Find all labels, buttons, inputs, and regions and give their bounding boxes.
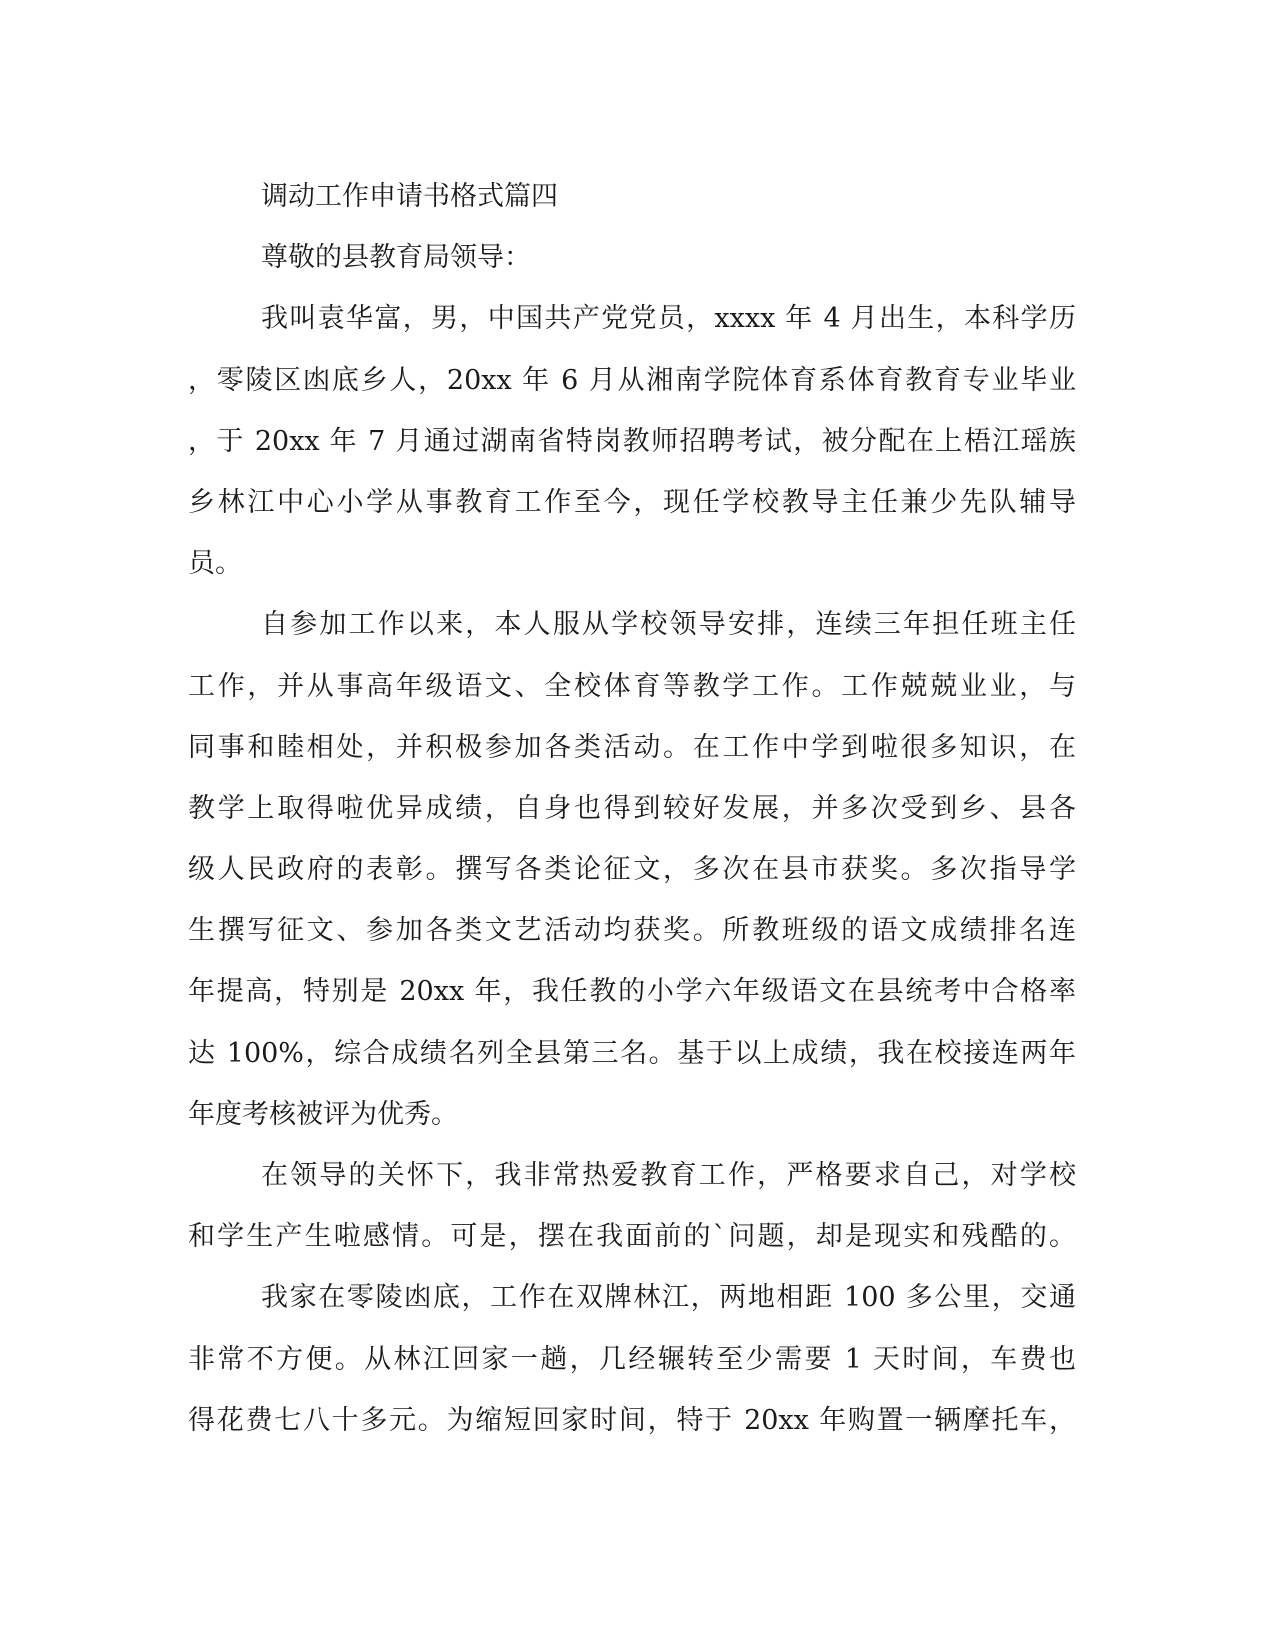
paragraph-line: ，零陵区凼底乡人，20xx 年 6 月从湘南学院体育系体育教育专业毕业 [188, 364, 1076, 396]
paragraph-line: 达 100%，综合成绩名列全县第三名。基于以上成绩，我在校接连两年 [188, 1037, 1076, 1069]
paragraph-line: 非常不方便。从林江回家一趟，几经辗转至少需要 1 天时间，车费也 [188, 1343, 1076, 1375]
paragraph-line: 得花费七八十多元。为缩短回家时间，特于 20xx 年购置一辆摩托车， [188, 1404, 1076, 1436]
paragraph-line: 自参加工作以来，本人服从学校领导安排，连续三年担任班主任 [261, 609, 1076, 641]
document-title: 调动工作申请书格式篇四 [261, 181, 558, 212]
paragraph-line: ，于 20xx 年 7 月通过湖南省特岗教师招聘考试，被分配在上梧江瑶族 [188, 425, 1076, 457]
document-body [188, 166, 1076, 1451]
paragraph-line: 同事和睦相处，并积极参加各类活动。在工作中学到啦很多知识，在 [188, 731, 1076, 763]
paragraph-line: 生撰写征文、参加各类文艺活动均获奖。所教班级的语文成绩排名连 [188, 915, 1076, 947]
paragraph-line: 工作，并从事高年级语文、全校体育等教学工作。工作兢兢业业，与 [188, 670, 1076, 702]
paragraph-line: 年度考核被评为优秀。 [188, 1098, 458, 1130]
paragraph-line: 我家在零陵凼底，工作在双牌林江，两地相距 100 多公里，交通 [261, 1282, 1076, 1314]
paragraph-line: 员。 [188, 548, 242, 580]
paragraph-line: 级人民政府的表彰。撰写各类论征文，多次在县市获奖。多次指导学 [188, 854, 1076, 886]
paragraph-line: 乡林江中心小学从事教育工作至今，现任学校教导主任兼少先队辅导 [188, 486, 1076, 518]
paragraph-line: 年提高，特别是 20xx 年，我任教的小学六年级语文在县统考中合格率 [188, 976, 1076, 1008]
paragraph-line: 教学上取得啦优异成绩，自身也得到较好发展，并多次受到乡、县各 [188, 792, 1076, 824]
paragraph-line: 和学生产生啦感情。可是，摆在我面前的`问题，却是现实和残酷的。 [188, 1221, 1076, 1253]
paragraph-line: 在领导的关怀下，我非常热爱教育工作，严格要求自己，对学校 [261, 1160, 1076, 1191]
salutation: 尊敬的县教育局领导： [261, 242, 531, 274]
paragraph-line: 我叫袁华富，男，中国共产党党员，xxxx 年 4 月出生，本科学历 [261, 303, 1076, 335]
